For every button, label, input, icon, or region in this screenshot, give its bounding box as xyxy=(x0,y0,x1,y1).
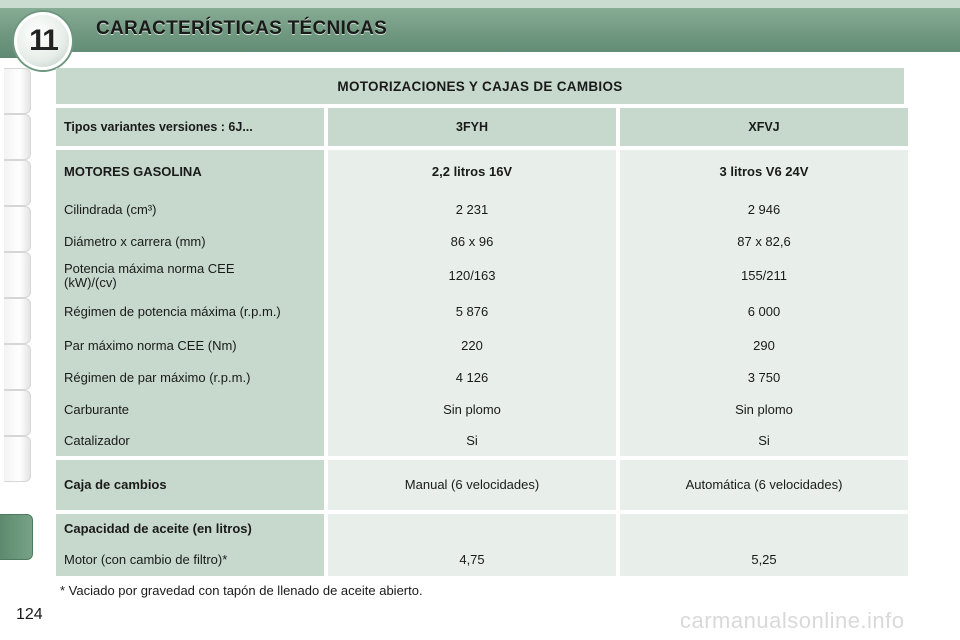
row-value: Sin plomo xyxy=(735,402,793,417)
page-title: CARACTERÍSTICAS TÉCNICAS xyxy=(96,18,388,39)
engine-label-column xyxy=(56,150,324,456)
row-value: 155/211 xyxy=(740,268,788,283)
gearbox-label-column xyxy=(56,460,324,510)
chapter-tab[interactable] xyxy=(4,114,31,160)
row-label: Potencia máxima norma CEE (kW)/(cv) xyxy=(64,261,235,290)
chapter-tab[interactable] xyxy=(4,298,31,344)
row-value: 5 876 xyxy=(455,304,489,319)
row-label: Catalizador xyxy=(64,433,130,448)
row-value: 2 946 xyxy=(747,202,781,217)
row-value: Si xyxy=(466,433,478,448)
oil-xfvj-column xyxy=(620,514,908,576)
row-label: Cilindrada (cm³) xyxy=(64,202,157,217)
gearbox-xfvj-column xyxy=(620,460,908,510)
oil-row-label: Motor (con cambio de filtro)* xyxy=(64,552,228,567)
oil-value-xfvj: 5,25 xyxy=(751,552,777,567)
chapter-tab[interactable] xyxy=(4,160,31,206)
oil-section-label: Capacidad de aceite (en litros) xyxy=(64,521,252,536)
chapter-tab[interactable] xyxy=(4,68,31,114)
row-label: Régimen de par máximo (r.p.m.) xyxy=(64,370,251,385)
row-label: Diámetro x carrera (mm) xyxy=(64,234,206,249)
row-value: 3 750 xyxy=(747,370,781,385)
row-value: 87 x 82,6 xyxy=(737,234,791,249)
row-value: 290 xyxy=(753,338,775,353)
chapter-tab[interactable] xyxy=(4,206,31,252)
row-value: 2 231 xyxy=(455,202,489,217)
row-value: Sin plomo xyxy=(443,402,501,417)
row-value: 86 x 96 xyxy=(450,234,494,249)
footnote: * Vaciado por gravedad con tapón de llenado de aceite abierto. xyxy=(60,583,423,598)
oil-spacer xyxy=(620,514,908,544)
gearbox-value-3fyh: Manual (6 velocidades) xyxy=(404,477,540,492)
engine-name-3fyh: 2,2 litros 16V xyxy=(431,164,513,179)
table-header-row xyxy=(56,108,904,146)
chapter-tab[interactable] xyxy=(4,436,31,482)
row-value: 4 126 xyxy=(455,370,489,385)
engine-name-xfvj: 3 litros V6 24V xyxy=(719,164,809,179)
row-label: Carburante xyxy=(64,402,130,417)
row-value: 120/163 xyxy=(448,268,496,283)
chapter-number: 11 xyxy=(29,24,57,57)
specs-table xyxy=(56,68,904,576)
engine-3fyh-column xyxy=(328,150,616,456)
engine-xfvj-column xyxy=(620,150,908,456)
chapter-badge xyxy=(14,12,72,70)
column-header-3fyh: 3FYH xyxy=(328,108,616,146)
gearbox-value-xfvj: Automática (6 velocidades) xyxy=(685,477,843,492)
oil-value-3fyh: 4,75 xyxy=(459,552,485,567)
row-label: Régimen de potencia máxima (r.p.m.) xyxy=(64,304,281,319)
gearbox-3fyh-column xyxy=(328,460,616,510)
chapter-tab[interactable] xyxy=(4,252,31,298)
column-header-versions: Tipos variantes versiones : 6J... xyxy=(56,108,324,146)
chapter-tab[interactable] xyxy=(4,344,31,390)
oil-spacer xyxy=(328,514,616,544)
gearbox-label: Caja de cambios xyxy=(64,477,167,492)
column-header-xfvj: XFVJ xyxy=(620,108,908,146)
row-value: 220 xyxy=(461,338,483,353)
oil-block xyxy=(56,514,904,576)
header-notch xyxy=(0,52,960,64)
chapter-tabs xyxy=(0,64,34,574)
chapter-tab[interactable] xyxy=(4,390,31,436)
table-caption: MOTORIZACIONES Y CAJAS DE CAMBIOS xyxy=(56,68,904,104)
gearbox-block xyxy=(56,460,904,510)
row-value: Si xyxy=(758,433,770,448)
page-number: 124 xyxy=(16,606,43,623)
chapter-tab-active[interactable] xyxy=(0,514,33,560)
engine-section-label: MOTORES GASOLINA xyxy=(64,164,202,179)
row-value: 6 000 xyxy=(747,304,781,319)
oil-label-column xyxy=(56,514,324,576)
header-strip xyxy=(0,0,960,8)
engine-block xyxy=(56,150,904,456)
oil-3fyh-column xyxy=(328,514,616,576)
watermark: carmanualsonline.info xyxy=(680,608,905,633)
row-label: Par máximo norma CEE (Nm) xyxy=(64,338,237,353)
